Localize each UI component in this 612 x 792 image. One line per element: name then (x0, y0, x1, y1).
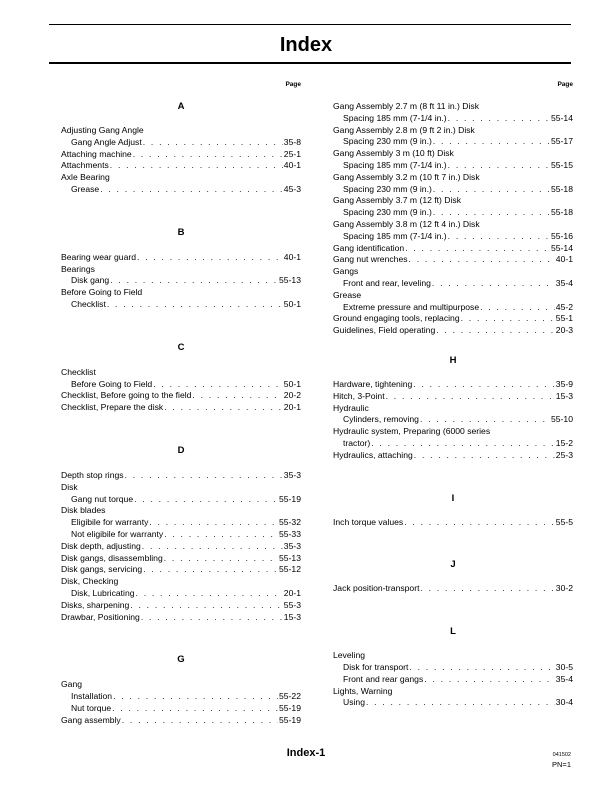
dot-leader (448, 231, 550, 243)
index-heading: Lights, Warning (333, 685, 393, 696)
index-subentry (61, 588, 301, 600)
index-heading: Gang Assembly 3.2 m (10 ft 7 in.) Disk (333, 171, 480, 182)
page-number-label: Index-1 (286, 747, 326, 759)
entry-label: Inch torque values (333, 516, 404, 527)
entry-page-ref: 40-1 (283, 160, 301, 171)
index-section-i (333, 493, 573, 529)
entry-page-ref: 40-1 (283, 251, 301, 262)
index-heading: Gang Assembly 3.8 m (12 ft 4 in.) Disk (333, 218, 480, 229)
entry-page-ref: 15-3 (555, 390, 573, 401)
dot-leader (122, 715, 278, 727)
index-subentry (333, 231, 573, 243)
dot-leader (480, 302, 555, 314)
dot-leader (153, 379, 283, 391)
index-entry (61, 553, 301, 565)
entry-label: Disk for transport (343, 661, 409, 672)
entry-label: Disk gangs, servicing (61, 564, 143, 575)
section-letter: L (450, 626, 456, 638)
entry-page-ref: 55-13 (279, 275, 301, 286)
entry-label: Grease (71, 183, 100, 194)
index-heading: Axle Bearing (61, 172, 110, 183)
entry-label: Checklist (71, 298, 106, 309)
dot-leader (405, 243, 550, 255)
section-letter: B (177, 226, 185, 238)
entry-label: Installation (71, 691, 113, 702)
dot-leader (164, 553, 278, 565)
entry-page-ref: 55-19 (279, 714, 301, 725)
entry-page-ref: 35-3 (283, 540, 301, 551)
entry-label: Spacing 230 mm (9 in.) (343, 207, 432, 218)
index-subentry (333, 184, 573, 196)
index-subentry (61, 494, 301, 506)
entry-label: Bearing wear guard (61, 251, 137, 262)
index-subentry (333, 278, 573, 290)
dot-leader (100, 184, 283, 196)
entry-label: Disk, Lubricating (71, 587, 135, 598)
dot-leader (432, 278, 555, 290)
dot-leader (409, 254, 555, 266)
index-heading: Hydraulic system, Preparing (6000 series (333, 426, 491, 437)
dot-leader (110, 275, 278, 287)
entry-label: Gang Angle Adjust (71, 136, 142, 147)
entry-page-ref: 35-8 (283, 136, 301, 147)
entry-label: Gang assembly (61, 714, 121, 725)
entry-page-ref: 55-17 (551, 136, 573, 147)
index-heading: Disk, Checking (61, 576, 119, 587)
dot-leader (112, 703, 278, 715)
entry-page-ref: 15-2 (555, 437, 573, 448)
dot-leader (413, 379, 554, 391)
index-entry (61, 252, 301, 264)
index-entry (61, 470, 301, 482)
entry-page-ref: 30-2 (555, 583, 573, 594)
dot-leader (107, 299, 283, 311)
entry-label: Cylinders, removing (343, 414, 419, 425)
index-entry (333, 243, 573, 255)
index-section-d (61, 445, 301, 623)
entry-label: Spacing 185 mm (7-1/4 in.) (343, 112, 447, 123)
index-subentry (333, 697, 573, 709)
index-subentry (61, 184, 301, 196)
index-heading: Bearings (61, 263, 95, 274)
section-entries (61, 679, 301, 726)
index-heading: Gang Assembly 2.7 m (8 ft 11 in.) Disk (333, 101, 479, 111)
entry-page-ref: 30-4 (555, 697, 573, 708)
dot-leader (386, 391, 555, 403)
entry-page-ref: 55-19 (279, 702, 301, 713)
dot-leader (433, 207, 550, 219)
entry-page-ref: 55-33 (279, 528, 301, 539)
entry-page-ref: 25-3 (555, 449, 573, 460)
index-subentry (333, 160, 573, 172)
top-rule (49, 24, 571, 25)
entry-label: Hydraulics, attaching (333, 449, 413, 460)
entry-page-ref: 55-18 (551, 183, 573, 194)
dot-leader (110, 160, 283, 172)
index-subentry (333, 414, 573, 426)
entry-page-ref: 20-3 (555, 325, 573, 336)
section-letter: I (451, 492, 455, 504)
dot-leader (366, 697, 555, 709)
entry-page-ref: 50-1 (283, 298, 301, 309)
page-column-header: Page (285, 81, 301, 88)
section-entries (333, 517, 573, 529)
section-letter: D (177, 444, 185, 456)
index-entry (333, 391, 573, 403)
section-letter: C (177, 341, 185, 353)
index-subentry (333, 662, 573, 674)
entry-page-ref: 20-1 (283, 587, 301, 598)
index-entry (333, 313, 573, 325)
entry-label: tractor) (343, 437, 371, 448)
entry-label: Checklist, Prepare the disk (61, 402, 164, 413)
entry-page-ref: 45-3 (283, 183, 301, 194)
dot-leader (164, 529, 278, 541)
entry-label: Gang identification (333, 242, 405, 253)
page-column-header: Page (557, 81, 573, 88)
index-heading: Gangs (333, 266, 359, 277)
index-entry (333, 517, 573, 529)
index-section-a (61, 101, 301, 196)
entry-page-ref: 55-22 (279, 691, 301, 702)
dot-leader (137, 252, 283, 264)
index-heading: Gang (61, 679, 83, 690)
entry-page-ref: 50-1 (283, 378, 301, 389)
index-entry (61, 612, 301, 624)
dot-leader (433, 136, 550, 148)
entry-page-ref: 20-2 (283, 390, 301, 401)
section-letter: J (450, 559, 456, 571)
entry-label: Front and rear gangs (343, 673, 424, 684)
dot-leader (414, 450, 555, 462)
dot-leader (420, 583, 554, 595)
entry-label: Hardware, tightening (333, 378, 413, 389)
index-entry (61, 541, 301, 553)
dot-leader (192, 390, 282, 402)
section-letter: H (449, 354, 457, 366)
index-heading: Leveling (333, 650, 366, 661)
index-subentry (333, 674, 573, 686)
entry-page-ref: 55-16 (551, 230, 573, 241)
index-subentry (61, 299, 301, 311)
dot-leader (143, 564, 278, 576)
entry-label: Using (343, 697, 365, 708)
entry-page-ref: 25-1 (283, 148, 301, 159)
index-subentry (61, 691, 301, 703)
entry-page-ref: 55-14 (551, 112, 573, 123)
index-subentry (61, 703, 301, 715)
section-entries (333, 101, 573, 337)
dot-leader (409, 662, 554, 674)
entry-page-ref: 45-2 (555, 301, 573, 312)
entry-label: Gang nut torque (71, 493, 134, 504)
entry-page-ref: 55-3 (283, 599, 301, 610)
index-heading: Adjusting Gang Angle (61, 125, 144, 135)
document-code: 041502 (552, 752, 571, 758)
entry-label: Drawbar, Positioning (61, 611, 140, 622)
section-entries (61, 367, 301, 414)
dot-leader (133, 149, 283, 161)
dot-leader (142, 541, 283, 553)
index-entry (61, 149, 301, 161)
entry-page-ref: 35-4 (555, 673, 573, 684)
index-entry (333, 379, 573, 391)
dot-leader (424, 674, 555, 686)
page-number-code: PN=1 (552, 760, 571, 769)
entry-page-ref: 30-5 (555, 661, 573, 672)
index-heading: Gang Assembly 3 m (10 ft) Disk (333, 148, 454, 159)
entry-label: Ground engaging tools, replacing (333, 313, 460, 324)
index-subentry (333, 207, 573, 219)
entry-page-ref: 20-1 (283, 402, 301, 413)
dot-leader (113, 691, 278, 703)
entry-page-ref: 40-1 (555, 254, 573, 265)
index-section-l (333, 626, 573, 709)
title-rule (49, 62, 571, 64)
index-section-c (61, 342, 301, 414)
entry-label: Disk gangs, disassembling (61, 552, 163, 563)
entry-page-ref: 55-1 (555, 313, 573, 324)
entry-label: Attaching machine (61, 148, 132, 159)
index-subentry (333, 136, 573, 148)
entry-label: Gang nut wrenches (333, 254, 408, 265)
dot-leader (164, 402, 283, 414)
entry-label: Disk gang (71, 275, 110, 286)
entry-label: Not eligibile for warranty (71, 528, 164, 539)
dot-leader (141, 612, 283, 624)
entry-label: Disk depth, adjusting (61, 540, 141, 551)
entry-label: Disks, sharpening (61, 599, 130, 610)
entry-label: Jack position-transport (333, 583, 420, 594)
entry-label: Spacing 185 mm (7-1/4 in.) (343, 230, 447, 241)
entry-page-ref: 55-18 (551, 207, 573, 218)
index-entry (61, 390, 301, 402)
dot-leader (125, 470, 283, 482)
dot-leader (448, 113, 550, 125)
entry-page-ref: 55-14 (551, 242, 573, 253)
index-entry (333, 254, 573, 266)
entry-page-ref: 55-5 (555, 516, 573, 527)
page-title: Index (279, 34, 333, 56)
dot-leader (130, 600, 282, 612)
entry-label: Front and rear, leveling (343, 277, 431, 288)
index-heading: Hydraulic (333, 402, 369, 413)
dot-leader (134, 494, 278, 506)
index-section-g (61, 654, 301, 726)
entry-label: Depth stop rings (61, 469, 124, 480)
index-heading: Grease (333, 289, 362, 300)
entry-page-ref: 55-12 (279, 564, 301, 575)
entry-page-ref: 55-10 (551, 414, 573, 425)
index-subentry (333, 302, 573, 314)
section-entries (61, 252, 301, 311)
dot-leader (143, 137, 283, 149)
index-entry (61, 600, 301, 612)
index-column-right (333, 80, 573, 709)
entry-page-ref: 55-13 (279, 552, 301, 563)
section-letter: G (177, 654, 185, 666)
entry-label: Guidelines, Field operating (333, 325, 436, 336)
entry-label: Spacing 230 mm (9 in.) (343, 136, 432, 147)
entry-page-ref: 55-15 (551, 159, 573, 170)
dot-leader (136, 588, 283, 600)
index-heading: Disk (61, 481, 78, 492)
index-column-left (61, 80, 301, 727)
index-subentry (61, 137, 301, 149)
entry-page-ref: 35-3 (283, 469, 301, 480)
entry-label: Extreme pressure and multipurpose (343, 301, 480, 312)
index-entry (333, 583, 573, 595)
dot-leader (448, 160, 550, 172)
index-heading: Disk blades (61, 505, 106, 516)
section-entries (333, 650, 573, 709)
entry-label: Checklist, Before going to the field (61, 390, 192, 401)
index-entry (333, 450, 573, 462)
entry-label: Spacing 230 mm (9 in.) (343, 183, 432, 194)
section-entries (333, 379, 573, 462)
entry-page-ref: 15-3 (283, 611, 301, 622)
index-subentry (61, 275, 301, 287)
index-subentry (61, 529, 301, 541)
dot-leader (149, 517, 278, 529)
section-entries (61, 125, 301, 196)
entry-page-ref: 55-32 (279, 517, 301, 528)
index-entry (61, 564, 301, 576)
index-entry (61, 160, 301, 172)
entry-page-ref: 35-4 (555, 277, 573, 288)
dot-leader (436, 325, 555, 337)
index-subentry (333, 438, 573, 450)
index-subentry (61, 517, 301, 529)
entry-label: Hitch, 3-Point (333, 390, 385, 401)
index-heading: Checklist (61, 366, 96, 377)
dot-leader (371, 438, 555, 450)
index-section-j (333, 559, 573, 595)
index-subentry (333, 113, 573, 125)
section-letter: A (177, 101, 185, 112)
section-entries (333, 583, 573, 595)
index-heading: Before Going to Field (61, 287, 143, 298)
entry-label: Nut torque (71, 702, 112, 713)
index-heading: Gang Assembly 3.7 m (12 ft) Disk (333, 195, 461, 206)
section-entries (61, 470, 301, 623)
dot-leader (433, 184, 550, 196)
entry-label: Eligibile for warranty (71, 517, 149, 528)
index-entry (333, 325, 573, 337)
index-section-h (333, 355, 573, 462)
entry-page-ref: 55-19 (279, 493, 301, 504)
entry-label: Attachments (61, 160, 109, 171)
entry-page-ref: 35-9 (555, 378, 573, 389)
index-subentry (61, 379, 301, 391)
dot-leader (420, 414, 550, 426)
entry-label: Before Going to Field (71, 378, 153, 389)
index-entry (61, 715, 301, 727)
index-section-b (61, 227, 301, 311)
dot-leader (404, 517, 555, 529)
entry-label: Spacing 185 mm (7-1/4 in.) (343, 159, 447, 170)
index-heading: Gang Assembly 2.8 m (9 ft 2 in.) Disk (333, 124, 475, 135)
index-section-g-continued (333, 101, 573, 337)
dot-leader (461, 313, 555, 325)
index-entry (61, 402, 301, 414)
